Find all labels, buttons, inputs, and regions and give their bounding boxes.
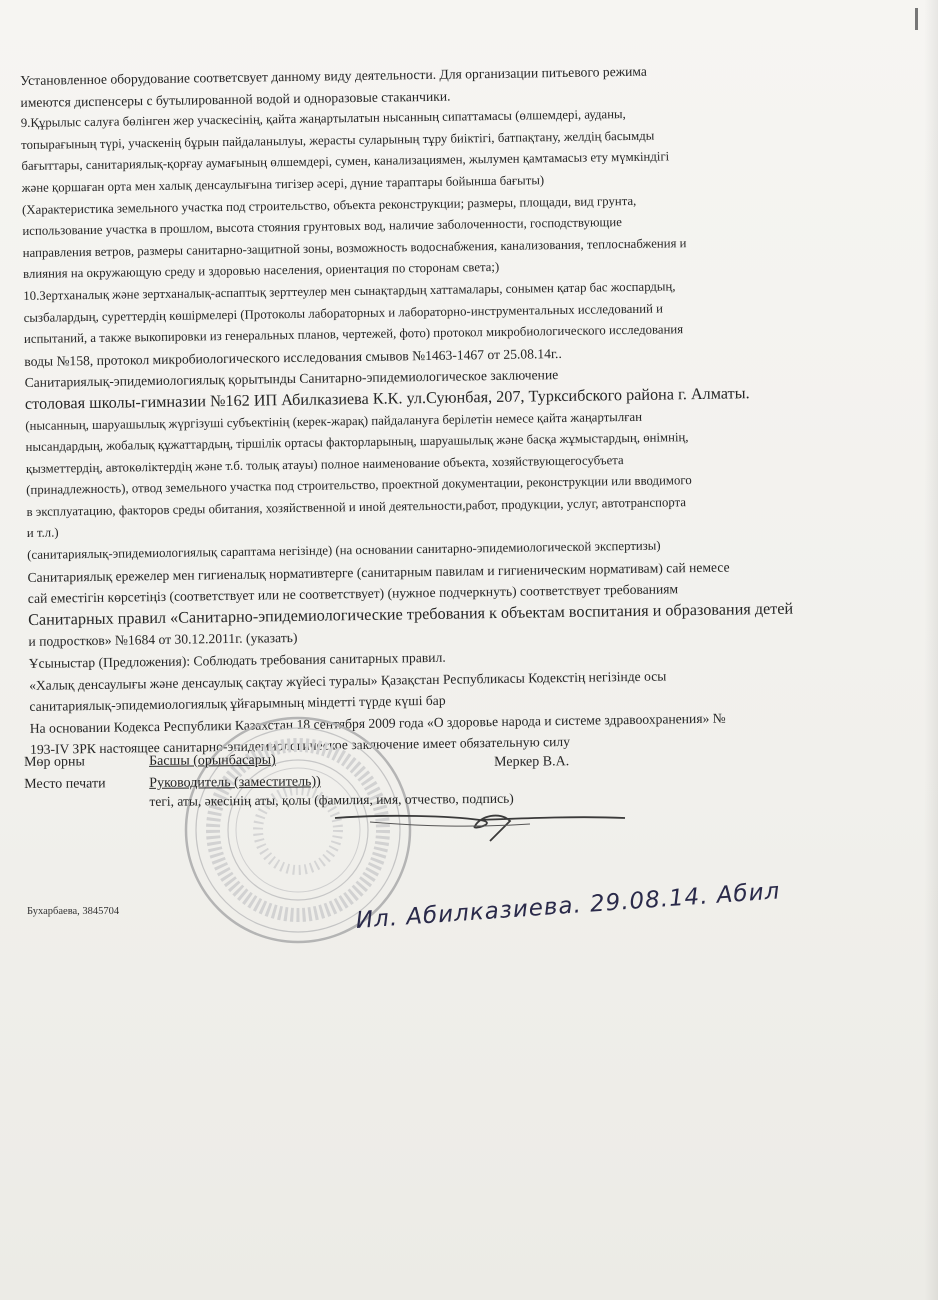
text-line: испытаний, а также выкопировки из генеральных планов, чертежей, фото) протокол микробиологического исследования [23, 322, 684, 347]
text-line: На основании Кодекса Республики Казахстан 18 сентября 2009 года «О здоровье народа и системе здравоохранения» № [29, 710, 726, 736]
edge-mark [915, 8, 918, 30]
text-line: және қоршаған орта мен халық денсаулығына тигізер әсері, дүние тараптары бойынша бағыты) [21, 173, 545, 195]
page-edge-shadow [924, 0, 938, 1300]
text-line: бағыттары, санитариялық-қорғау аумағының өлшемдері, сумен, канализациямен, жылумен қамтамасыз ету мүмкіндігі [21, 149, 670, 174]
object-name-line: столовая школы-гимназии №162 ИП Абилказиева К.К. ул.Суюнбая, 207, Турксибского района г. Алматы. [24, 384, 750, 413]
text-line: (нысанның, шаруашылық жүргізуші субъектінің (керек-жарақ) пайдалануға берілетін немесе қайта жаңартылған [25, 409, 643, 433]
recommendations-line: Ұсыныстар (Предложения): Соблюдать требования санитарных правил. [28, 649, 446, 671]
text-line: Санитарных правил «Санитарно-эпидемиологические требования к объектам воспитания и образования детей [28, 599, 794, 629]
executor-note: Бухарбаева, 3845704 [27, 906, 120, 917]
text-line: использование участка в прошлом, высота стояния грунтовых вод, наличие заболоченности, господствующие [22, 215, 622, 239]
text-line: 9.Құрылыс салуға бөлінген жер учаскесінің, қайта жаңартылатын нысанның сипаттамасы (өлшемдері, ауданы, [20, 107, 626, 131]
seal-label-ru: Место печати [24, 776, 106, 792]
text-line: в эксплуатацию, факторов среды обитания, хозяйственной и иной деятельности,работ, продукции, услуг, автотранспорта [26, 495, 687, 519]
text-line: (принадлежность), отвод земельного участка под строительство, проектной документации, реконструкции или вводимого [26, 473, 692, 498]
text-line: «Халық денсаулығы және денсаулық сақтау жүйесі туралы» Қазақстан Республикасы Кодекстің негізінде осы [29, 668, 667, 693]
head-label-ru: Руководитель (заместитель)) [149, 774, 321, 791]
text-line: сызбалардың, суреттердің көшірмелері (Протоколы лабораторных и лабораторно-инструментальных исследований и [23, 301, 664, 325]
text-line: и подростков» №1684 от 30.12.2011г. (указать) [28, 630, 298, 650]
text-line: топырағының түрі, учаскенің бұрын пайдаланылуы, жерасты суларының тұру биіктігі, батпақтану, желдің басымды [21, 128, 655, 152]
text-line: и т.л.) [26, 525, 59, 541]
text-line: Санитариялық ережелер мен гигиеналық нормативтерге (санитарным павилам и гигиеническим нормативам) сай немесе [27, 559, 730, 585]
text-line: направления ветров, размеры санитарно-защитной зоны, возможность водоснабжения, канализования, теплоснабжения и [22, 235, 687, 260]
signer-name: Меркер В.А. [494, 754, 570, 770]
text-line: қызметтердің, автокөліктердің және т.б. толық атауы) полное наименование объекта, хозяйствующегосубъета [25, 452, 624, 476]
text-line: (санитариялық-эпидемиологиялық сараптама негізінде) (на основании санитарно-эпидемиологической экспертизы) [27, 538, 661, 563]
text-line: 10.Зертханалық және зертханалық-аспаптық зерттеулер мен сынақтардың хаттамалары, сонымен қатар бас жоспардың, [23, 279, 676, 303]
text-line: влияния на окружающую среду и здоровью населения, ориентация по сторонам света;) [22, 260, 500, 282]
text-line: Санитариялық-эпидемиологиялық қорытынды Санитарно-эпидемиологическое заключение [24, 367, 559, 391]
text-line: санитариялық-эпидемиологиялық ұйғарымның міндетті түрде күші бар [29, 692, 446, 715]
handwritten-receipt-note: Ил. Абилказиева. 29.08.14. Абил [355, 878, 782, 934]
signature-block [24, 749, 725, 821]
text-line: 193-IV ЗРК настоящее санитарно-эпидемиологическое заключение имеет обязательную силу [29, 734, 571, 758]
text-line: (Характеристика земельного участка под строительство, объекта реконструкции; размеры, площади, вид грунта, [21, 193, 637, 217]
text-line: Установленное оборудование соответсвует данному виду деятельности. Для организации питьевого режима [20, 63, 647, 88]
seal-label-kz: Мөр орны [24, 754, 85, 770]
head-label-kz: Басшы (орынбасары) [148, 752, 276, 769]
document-body [20, 57, 905, 761]
text-line: сай еместігін көрсетіңіз (соответствует или не соответствует) (нужное подчеркнуть) соответствует требованиям [27, 581, 679, 607]
text-line: имеются диспенсеры с бутылированной водой и одноразовые стаканчики. [20, 88, 451, 110]
fio-caption: тегі, аты, әкесінің аты, қолы (фамилия, имя, отчество, подпись) [149, 790, 514, 809]
text-line: воды №158, протокол микробиологического исследования смывов №1463-1467 от 25.08.14г.. [24, 345, 562, 369]
text-line: нысандардың, жобалық құжаттардың, тіршілік ортасы факторларының, шаруашылық және басқа жұмыстардың, өнімнің, [25, 430, 689, 455]
